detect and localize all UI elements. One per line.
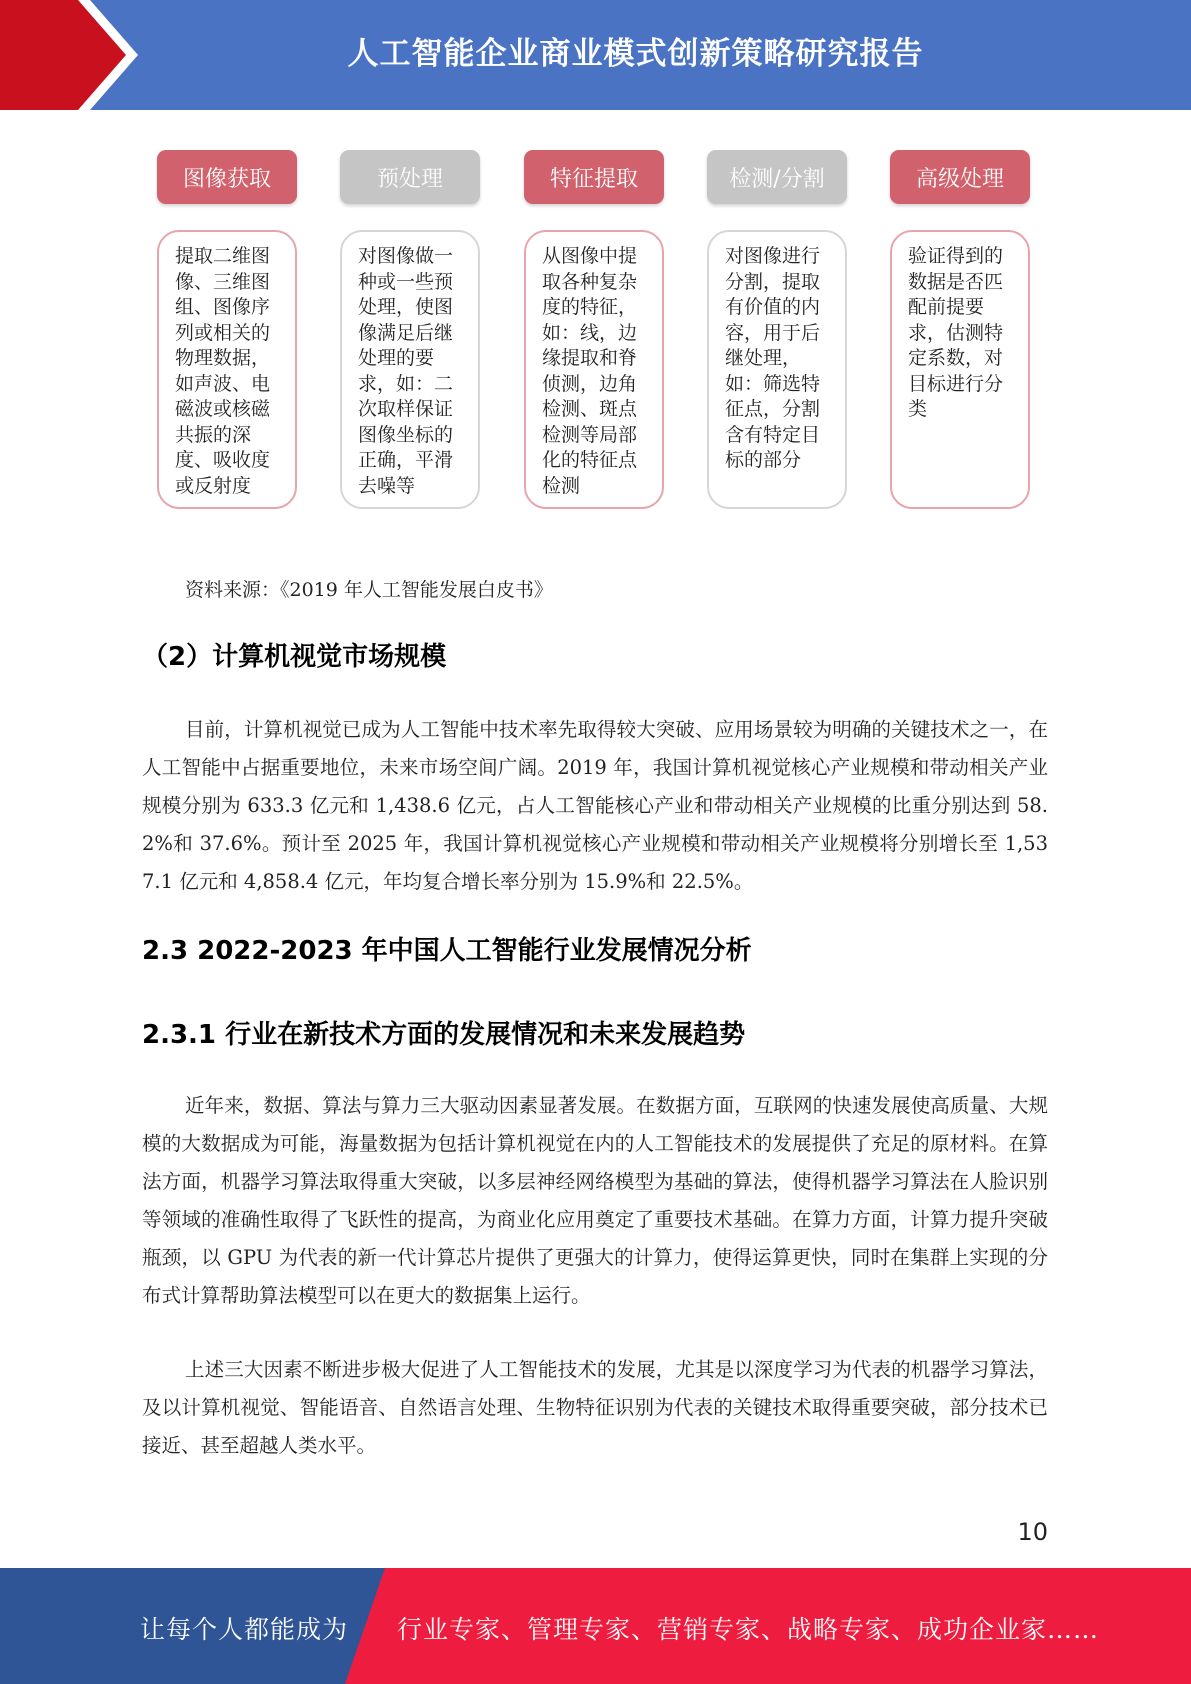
paragraph-breakthroughs: 上述三大因素不断进步极大促进了人工智能技术的发展，尤其是以深度学习为代表的机器学习算法，及以计算机视觉、智能语音、自然语言处理、生物特征识别为代表的关键技术取得重要突破，部分技术已接近、甚至超越人类水平。 [142,1358,1048,1457]
paragraph-cv-market: 目前，计算机视觉已成为人工智能中技术率先取得较大突破、应用场景较为明确的关键技术之一，在人工智能中占据重要地位，未来市场空间广阔。2019 年，我国计算机视觉核心产业规模和带动相关产业规模分别为 633.3 亿元和 1,438.6 亿元，占人工智能核心产业和带动相关产业规模的比重分别达到 58.2%和 37.6%。预计至 2025 年，我国计算机视觉核心产业规模和带动相关产业规模将分别增长至 1,537.1 亿元和 4,858.4 亿元，年均复合增长率分别为 15.9%和 22.5%。 [142,718,1048,893]
stage-desc-feature-extraction: 从图像中提取各种复杂度的特征，如：线，边缘提取和脊侦测，边角检测、斑点检测等局部化的特征点检测 [524,230,664,509]
stage-header-feature-extraction: 特征提取 [524,150,664,204]
stage-header-image-acquisition: 图像获取 [157,150,297,204]
footer-slogan-left: 让每个人都能成为 [140,1615,349,1644]
stage-desc-image-acquisition: 提取二维图像、三维图组、图像序列或相关的物理数据，如声波、电磁波或核磁共振的深度、吸收度或反射度 [157,230,297,509]
stage-header-advanced-processing: 高级处理 [890,150,1030,204]
stage-header-preprocessing: 预处理 [340,150,480,204]
paragraph-drivers: 近年来，数据、算法与算力三大驱动因素显著发展。在数据方面，互联网的快速发展使高质量、大规模的大数据成为可能，海量数据为包括计算机视觉在内的人工智能技术的发展提供了充足的原材料。在算法方面，机器学习算法取得重大突破，以多层神经网络模型为基础的算法，使得机器学习算法在人脸识别等领域的准确性取得了飞跃性的提高，为商业化应用奠定了重要技术基础。在算力方面，计算力提升突破瓶颈，以 GPU 为代表的新一代计算芯片提供了更强大的计算力，使得运算更快，同时在集群上实现的分布式计算帮助算法模型可以在更大的数据集上运行。 [142,1094,1048,1307]
report-header [0,0,1191,110]
stage-header-detection-segmentation: 检测/分割 [707,150,847,204]
header-arrow-decoration [0,0,160,110]
footer-slogan-right: 行业专家、管理专家、营销专家、战略专家、成功企业家…… [397,1615,1100,1644]
source-note: 资料来源：《2019 年人工智能发展白皮书》 [185,579,553,601]
stage-desc-detection-segmentation: 对图像进行分割，提取有价值的内容，用于后继处理，如：筛选特征点，分割含有特定目标的部分 [707,230,847,509]
report-title: 人工智能企业商业模式创新策略研究报告 [347,35,924,72]
heading-section-2-3-1: 2.3.1 行业在新技术方面的发展情况和未来发展趋势 [142,1020,746,1050]
page-number: 10 [1017,1518,1048,1546]
stage-desc-preprocessing: 对图像做一种或一些预处理，使图像满足后继处理的要求，如：二次取样保证图像坐标的正确，平滑去噪等 [340,230,480,509]
heading-cv-market-size: （2）计算机视觉市场规模 [142,642,447,672]
heading-section-2-3: 2.3 2022-2023 年中国人工智能行业发展情况分析 [142,936,752,966]
stage-desc-advanced-processing: 验证得到的数据是否匹配前提要求，估测特定系数，对目标进行分类 [890,230,1030,509]
